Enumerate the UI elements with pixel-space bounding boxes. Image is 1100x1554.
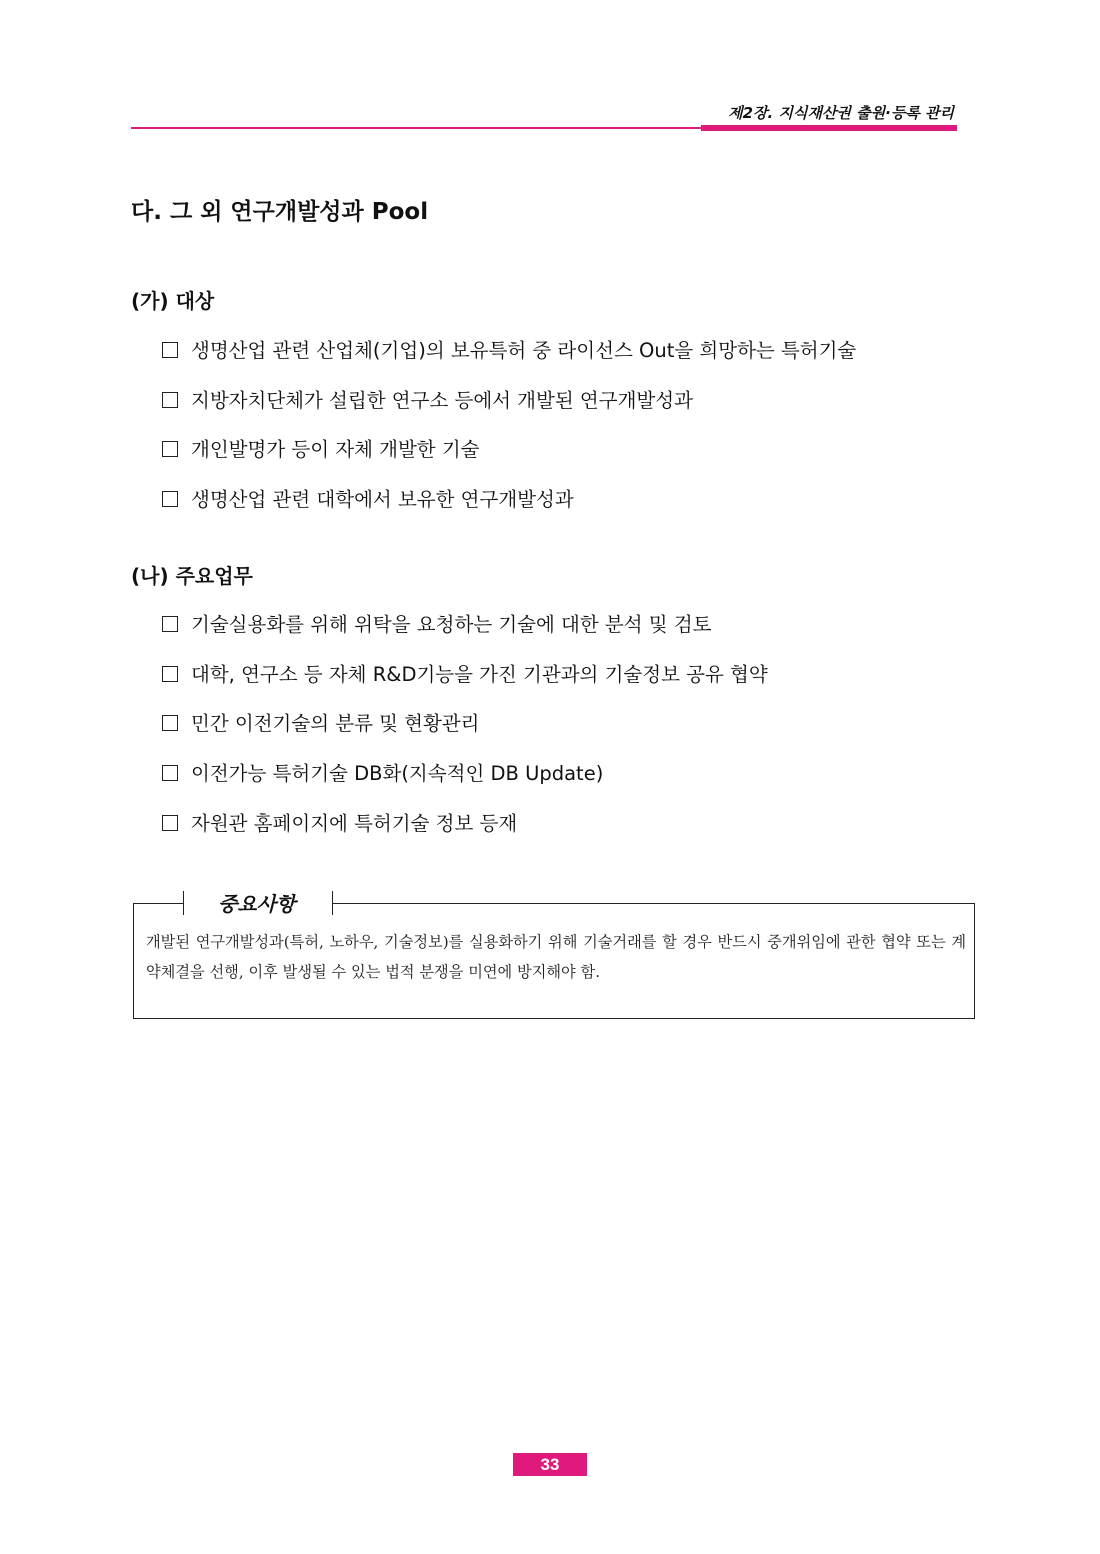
checkbox-square-icon xyxy=(162,392,178,408)
checkbox-square-icon xyxy=(162,342,178,358)
subsection-heading-target: (가) 대상 xyxy=(131,289,215,313)
checkbox-square-icon xyxy=(162,666,178,682)
list-item-text: 민간 이전기술의 분류 및 현황관리 xyxy=(191,712,480,736)
checkbox-square-icon xyxy=(162,815,178,831)
list-item-text: 지방자치단체가 설립한 연구소 등에서 개발된 연구개발성과 xyxy=(191,388,693,412)
list-item-text: 이전가능 특허기술 DB화(지속적인 DB Update) xyxy=(191,762,604,786)
section-title: 다. 그 외 연구개발성과 Pool xyxy=(131,199,429,225)
list-item xyxy=(162,610,768,660)
chapter-title: 제2장. 지식재산권 출원·등록 관리 xyxy=(728,104,954,122)
note-frame-left-segment xyxy=(133,903,183,904)
list-item xyxy=(162,435,856,485)
target-list xyxy=(162,336,856,535)
list-item xyxy=(162,660,768,710)
checkbox-square-icon xyxy=(162,616,178,632)
note-label: 중요사항 xyxy=(218,892,296,916)
header-accent-bar xyxy=(701,125,957,131)
note-label-left-tick xyxy=(183,891,184,915)
subsection-heading-duties: (나) 주요업무 xyxy=(131,564,253,588)
list-item-text: 기술실용화를 위해 위탁을 요청하는 기술에 대한 분석 및 검토 xyxy=(191,613,712,636)
checkbox-square-icon xyxy=(162,715,178,731)
list-item-text: 생명산업 관련 대학에서 보유한 연구개발성과 xyxy=(191,488,574,512)
checkbox-square-icon xyxy=(162,441,178,457)
list-item xyxy=(162,709,768,759)
list-item-text: 대학, 연구소 등 자체 R&D기능을 가진 기관과의 기술정보 공유 협약 xyxy=(191,662,768,686)
list-item xyxy=(162,336,856,386)
list-item xyxy=(162,485,856,535)
checkbox-square-icon xyxy=(162,765,178,781)
list-item xyxy=(162,759,768,809)
note-text: 개발된 연구개발성과(특허, 노하우, 기술정보)를 실용화하기 위해 기술거래를 할 경우 반드시 중개위임에 관한 협약 또는 계약체결을 선행, 이후 발생될 수 있는 법적 분쟁을 미연에 방지해야 함. xyxy=(146,933,966,981)
checkbox-square-icon xyxy=(162,491,178,507)
duties-list xyxy=(162,610,768,858)
list-item-text: 개인발명가 등이 자체 개발한 기술 xyxy=(191,438,480,462)
list-item xyxy=(162,809,768,859)
page-number: 33 xyxy=(513,1453,587,1476)
list-item-text: 자원관 홈페이지에 특허기술 정보 등재 xyxy=(191,811,518,835)
note-frame-right-segment xyxy=(332,903,975,904)
list-item-text: 생명산업 관련 산업체(기업)의 보유특허 중 라이선스 Out을 희망하는 특허기술 xyxy=(191,339,857,362)
list-item xyxy=(162,386,856,436)
